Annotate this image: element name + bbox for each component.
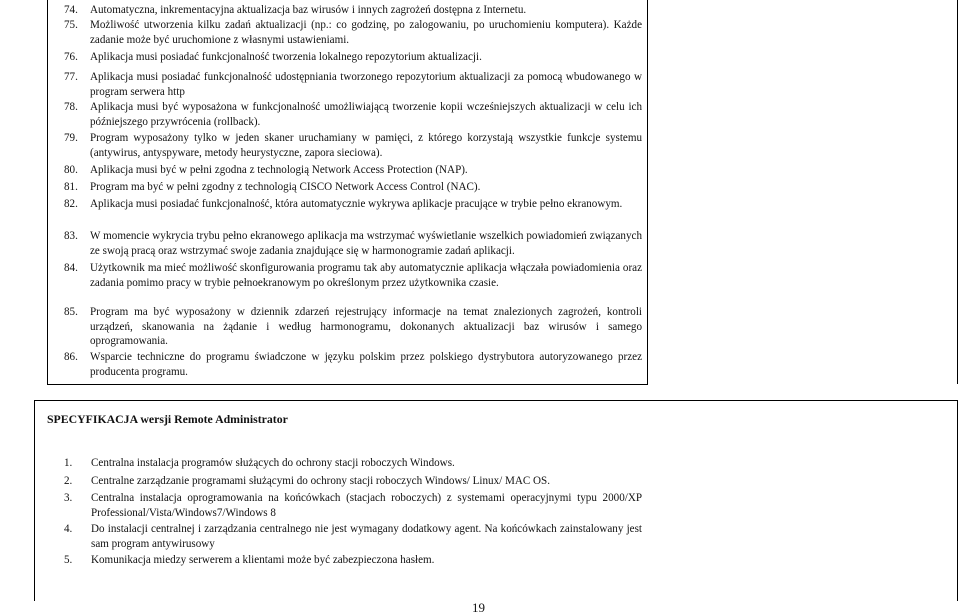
requirement-text: Wsparcie techniczne do programu świadczone w języku polskim przez polskiego dystrybutora autoryzowanego przez producenta programu. [90, 351, 642, 378]
spec-item [64, 553, 642, 568]
spec-text: Centralna instalacja programów służących do ochrony stacji roboczych Windows. [91, 457, 455, 469]
requirement-number: 74. [64, 4, 78, 16]
requirement-item [64, 180, 642, 195]
requirement-item [64, 131, 642, 160]
requirement-number: 78. [64, 101, 78, 113]
spec-item [64, 522, 642, 551]
requirement-item [64, 70, 642, 99]
requirement-item [64, 350, 642, 379]
requirement-number: 86. [64, 351, 78, 363]
requirement-item [64, 197, 642, 212]
spec-text: Komunikacja miedzy serwerem a klientami może być zabezpieczona hasłem. [91, 554, 435, 566]
requirement-text: Program ma być w pełni zgodny z technologią CISCO Network Access Control (NAC). [90, 181, 481, 193]
requirement-text: Aplikacja musi posiadać funkcjonalność udostępniania tworzonego repozytorium aktualizacji za pomocą wbudowanego w program serwera http [90, 71, 642, 98]
requirement-number: 83. [64, 230, 78, 242]
spec-number: 4. [64, 523, 73, 535]
requirement-number: 75. [64, 19, 78, 31]
requirement-text: Program ma być wyposażony w dziennik zdarzeń rejestrujący informacje na temat znalezionych zagrożeń, kontroli urządzeń, skanowania na żądanie i według harmonogramu, dokonanych aktualizacji baz wirusów i samego oprogramowania. [90, 306, 642, 348]
requirement-text: Aplikacja musi posiadać funkcjonalność tworzenia lokalnego repozytorium aktualizacji. [90, 51, 482, 63]
requirement-text: W momencie wykrycia trybu pełno ekranowego aplikacja ma wstrzymać wyświetlanie wszelkich powiadomień związanych ze swoją pracą oraz wstrzymać swoje zadania znajdujące się w harmonogramie zadań aplikacji. [90, 230, 642, 257]
requirement-text: Możliwość utworzenia kilku zadań aktualizacji (np.: co godzinę, po zalogowaniu, po uruchomieniu komputera). Każde zadanie może być uruchomione z własnymi ustawieniami. [90, 19, 642, 46]
table-right-border [957, 0, 958, 384]
spec-number: 5. [64, 554, 73, 566]
requirement-item [64, 100, 642, 129]
requirement-number: 81. [64, 181, 78, 193]
requirement-number: 79. [64, 132, 78, 144]
requirement-text: Użytkownik ma mieć możliwość skonfigurowania programu tak aby automatycznie aplikacja włączała powiadomienia oraz zadania pomimo pracy w trybie pełnoekranowym po określonym przez użytkownika czasie. [90, 262, 642, 289]
requirement-item [64, 261, 642, 290]
spec-text: Centralna instalacja oprogramowania na końcówkach (stacjach roboczych) z systemami operacyjnymi typu 2000/XP Professional/Vista/Windows7/Windows 8 [91, 492, 642, 519]
requirement-text: Aplikacja musi być wyposażona w funkcjonalność umożliwiającą tworzenie kopii wcześniejszych aktualizacji w celu ich późniejszego przywrócenia (rollback). [90, 101, 642, 128]
requirement-item [64, 50, 642, 65]
requirement-number: 80. [64, 164, 78, 176]
specification-heading: SPECYFIKACJA wersji Remote Administrator [47, 412, 288, 426]
requirement-text: Aplikacja musi być w pełni zgodna z technologią Network Access Protection (NAP). [90, 164, 468, 176]
spec-item [64, 491, 642, 520]
page-number: 19 [472, 600, 485, 615]
requirement-item [64, 305, 642, 349]
requirement-number: 82. [64, 198, 78, 210]
requirement-text: Automatyczna, inkrementacyjna aktualizacja baz wirusów i innych zagrożeń dostępna z Internetu. [90, 4, 527, 16]
requirement-item [64, 229, 642, 258]
requirement-item [64, 18, 642, 47]
requirement-text: Aplikacja musi posiadać funkcjonalność, która automatycznie wykrywa aplikacje pracujące w trybie pełno ekranowym. [90, 198, 623, 210]
requirement-number: 76. [64, 51, 78, 63]
requirement-number: 77. [64, 71, 78, 83]
requirement-number: 85. [64, 306, 78, 318]
requirement-item [64, 163, 642, 178]
spec-item [64, 474, 642, 489]
spec-number: 2. [64, 475, 73, 487]
requirement-text: Program wyposażony tylko w jeden skaner uruchamiany w pamięci, z którego korzystają wszystkie funkcje systemu (antywirus, antyspyware, metody heurystyczne, zapora sieciowa). [90, 132, 642, 159]
requirement-item [64, 3, 642, 18]
spec-text: Centralne zarządzanie programami służącymi do ochrony stacji roboczych Windows/ Linux/ MAC OS. [91, 475, 550, 487]
spec-item [64, 456, 642, 471]
spec-number: 1. [64, 457, 73, 469]
spec-number: 3. [64, 492, 73, 504]
spec-text: Do instalacji centralnej i zarządzania centralnego nie jest wymagany dodatkowy agent. Na końcówkach zainstalowany jest sam program antywirusowy [91, 523, 642, 550]
requirement-number: 84. [64, 262, 78, 274]
